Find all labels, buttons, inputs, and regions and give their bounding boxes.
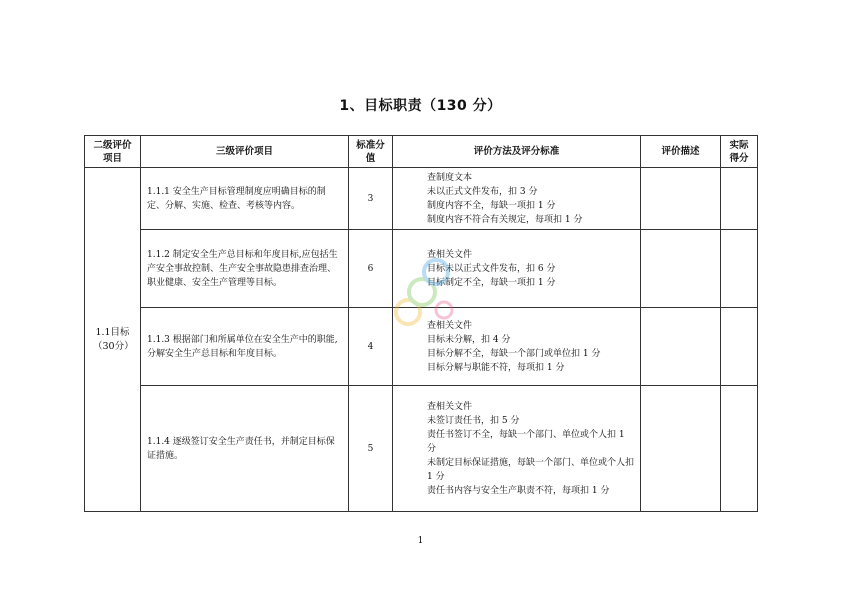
table-row [85, 386, 758, 512]
method-line: 查相关文件 [427, 320, 473, 331]
header-level3: 三级评价项目 [141, 136, 349, 168]
actual-score-cell [721, 168, 758, 230]
item-cell: 1.1.2 制定安全生产总目标和年度目标,应包括生产安全事故控制、生产安全事故隐患排查治理、职业健康、安全生产管理等目标。 [141, 230, 349, 308]
description-cell [641, 386, 721, 512]
watermark-logo-icon [386, 252, 456, 334]
score-cell: 5 [349, 386, 393, 512]
method-line: 责任书签订不全，每缺一个部门、单位或个人扣 1 分 [427, 429, 625, 454]
header-actual-score: 实际得分 [721, 136, 758, 168]
method-line: 未以正式文件发布，扣 3 分 [427, 186, 538, 197]
category-cell: 1.1目标（30分） [85, 168, 141, 512]
method-line: 制度内容不全，每缺一项扣 1 分 [427, 200, 556, 211]
table-header-row [85, 136, 758, 168]
description-cell [641, 168, 721, 230]
method-cell [393, 386, 641, 512]
method-line: 目标制定不全，每缺一项扣 1 分 [427, 277, 556, 288]
method-line: 目标未分解，扣 4 分 [427, 334, 511, 345]
header-method: 评价方法及评分标准 [393, 136, 641, 168]
method-line: 制度内容不符合有关规定，每项扣 1 分 [427, 214, 583, 225]
method-line: 查制度文本 [427, 172, 473, 183]
method-line: 目标分解不全，每缺一个部门或单位扣 1 分 [427, 348, 601, 359]
method-line: 未签订责任书，扣 5 分 [427, 415, 520, 426]
page-title: 1、目标职责（130 分） [339, 98, 502, 114]
description-cell [641, 308, 721, 386]
actual-score-cell [721, 308, 758, 386]
score-cell: 6 [349, 230, 393, 308]
actual-score-cell [721, 230, 758, 308]
table-row [85, 168, 758, 230]
method-line: 查相关文件 [427, 249, 473, 260]
header-level2: 二级评价项目 [85, 136, 141, 168]
method-line: 查相关文件 [427, 401, 473, 412]
actual-score-cell [721, 386, 758, 512]
header-score: 标准分值 [349, 136, 393, 168]
header-description: 评价描述 [641, 136, 721, 168]
method-line: 未制定目标保证措施，每缺一个部门、单位或个人扣 1 分 [427, 457, 635, 482]
item-cell: 1.1.4 逐级签订安全生产责任书，并制定目标保证措施。 [141, 386, 349, 512]
description-cell [641, 230, 721, 308]
score-cell: 3 [349, 168, 393, 230]
item-cell: 1.1.1 安全生产目标管理制度应明确目标的制定、分解、实施、检查、考核等内容。 [141, 168, 349, 230]
page-number: 1 [417, 536, 424, 546]
method-line: 目标分解与职能不符，每项扣 1 分 [427, 362, 565, 373]
score-cell: 4 [349, 308, 393, 386]
method-cell [393, 168, 641, 230]
method-line: 目标未以正式文件发布，扣 6 分 [427, 263, 556, 274]
method-line: 责任书内容与安全生产职责不符，每项扣 1 分 [427, 485, 610, 496]
item-cell: 1.1.3 根据部门和所属单位在安全生产中的职能,分解安全生产总目标和年度目标。 [141, 308, 349, 386]
